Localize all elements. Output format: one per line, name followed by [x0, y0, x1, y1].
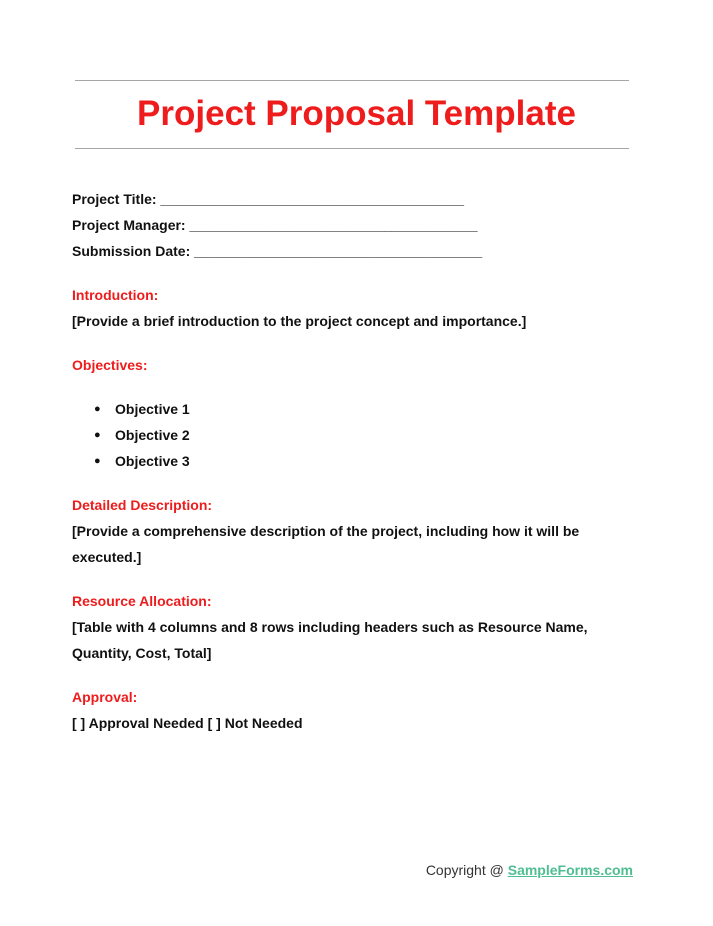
objective-item — [94, 448, 632, 474]
objective-item — [94, 422, 632, 448]
approval-heading: Approval: — [72, 689, 138, 705]
objectives-list — [72, 396, 632, 474]
resource-allocation-heading: Resource Allocation: — [72, 593, 212, 609]
approval-options[interactable]: [ ] Approval Needed [ ] Not Needed — [72, 715, 303, 731]
introduction-text: [Provide a brief introduction to the project concept and importance.] — [72, 313, 527, 329]
document-body — [72, 186, 632, 736]
document-title: Project Proposal Template — [137, 94, 576, 133]
objective-label: Objective 2 — [115, 427, 190, 443]
copyright-prefix: Copyright @ — [425, 862, 508, 878]
title-bottom-rule — [75, 148, 629, 149]
description-text: [Provide a comprehensive description of the project, including how it will be executed.] — [72, 523, 580, 565]
brand-link[interactable]: SampleForms.com — [507, 862, 633, 878]
description-heading: Detailed Description: — [72, 497, 213, 513]
objectives-heading: Objectives: — [72, 357, 148, 373]
bullet-icon: ● — [94, 403, 101, 415]
objective-item — [94, 396, 632, 422]
objective-label: Objective 3 — [115, 453, 190, 469]
submission-date-field[interactable]: Submission Date: _____________________________________ — [72, 243, 483, 259]
objective-label: Objective 1 — [115, 401, 190, 417]
bullet-icon: ● — [94, 429, 101, 441]
resource-allocation-text: [Table with 4 columns and 8 rows including headers such as Resource Name, Quantity, Cost, Total] — [72, 619, 588, 661]
project-manager-field[interactable]: Project Manager: _____________________________________ — [72, 217, 478, 233]
introduction-heading: Introduction: — [72, 287, 159, 303]
bullet-icon: ● — [94, 455, 101, 467]
project-title-field[interactable]: Project Title: _______________________________________ — [72, 191, 465, 207]
title-top-rule — [75, 80, 629, 81]
copyright-footer — [426, 862, 633, 878]
